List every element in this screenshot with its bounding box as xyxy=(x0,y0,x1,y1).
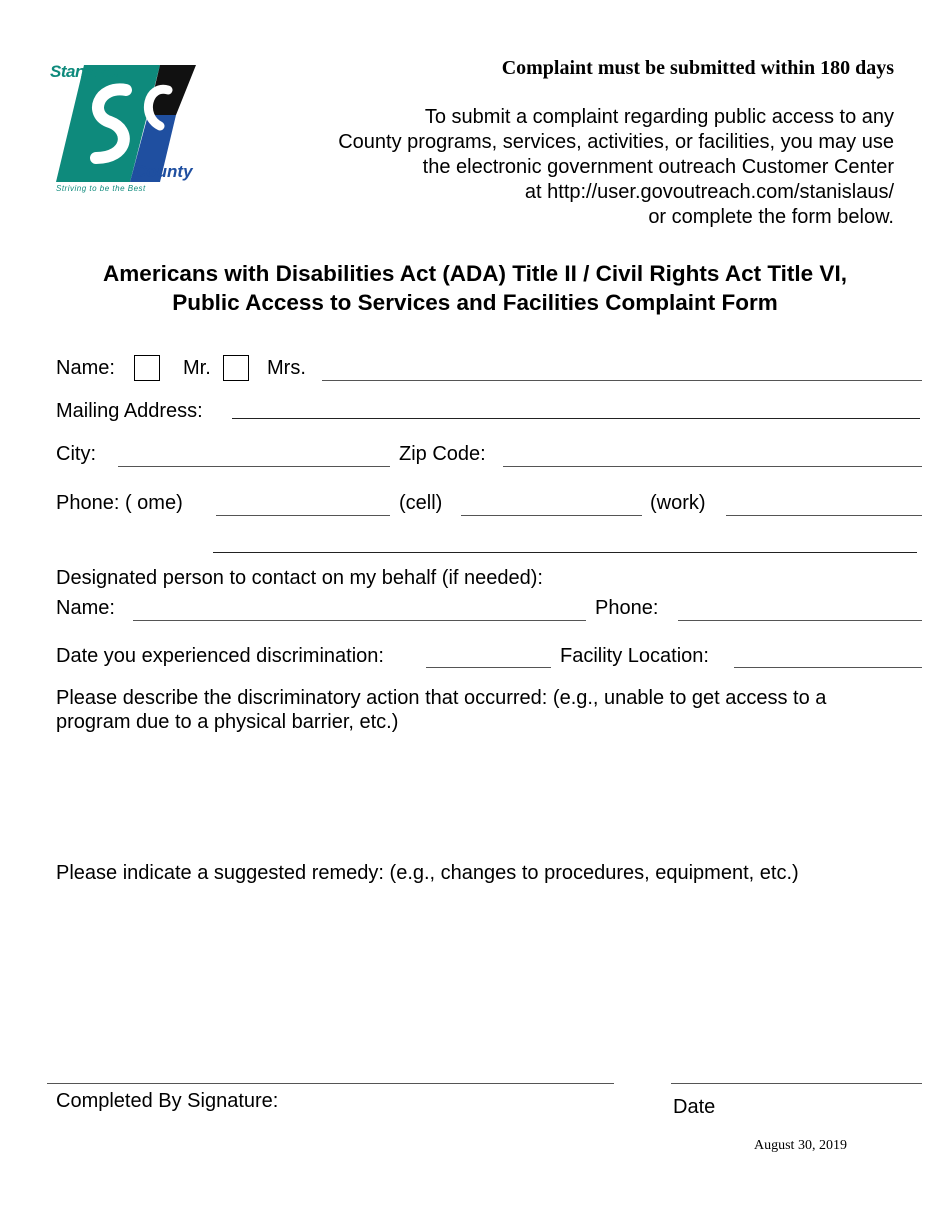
mailing-address-field[interactable] xyxy=(232,418,920,419)
city-field[interactable] xyxy=(118,466,390,467)
logo-tagline: Striving to be the Best xyxy=(56,184,146,193)
intro-line: or complete the form below. xyxy=(648,206,894,228)
facility-location-field[interactable] xyxy=(734,667,922,668)
mailing-address-label: Mailing Address: xyxy=(56,400,203,422)
contact-name-field[interactable] xyxy=(133,620,586,621)
mrs-checkbox[interactable] xyxy=(223,355,249,381)
intro-line: the electronic government outreach Customer Center xyxy=(422,156,894,178)
suggested-remedy-area[interactable] xyxy=(56,892,922,1062)
contact-name-label: Name: xyxy=(56,597,115,619)
cell-phone-field[interactable] xyxy=(461,515,642,516)
revision-date: August 30, 2019 xyxy=(754,1138,847,1153)
mr-label: Mr. xyxy=(183,357,211,379)
county-logo xyxy=(48,60,203,200)
intro-line: County programs, services, activities, or facilities, you may use xyxy=(338,131,894,153)
facility-location-label: Facility Location: xyxy=(560,645,709,667)
logo-top-text: Stanislaus xyxy=(50,62,131,81)
contact-phone-label: Phone: xyxy=(595,597,659,619)
zip-code-label: Zip Code: xyxy=(399,443,486,465)
form-title-line: Public Access to Services and Facilities Complaint Form xyxy=(172,290,778,315)
describe-action-prompt-cont: program due to a physical barrier, etc.) xyxy=(56,711,399,733)
mr-checkbox[interactable] xyxy=(134,355,160,381)
deadline-notice: Complaint must be submitted within 180 days xyxy=(501,57,894,79)
describe-action-prompt: Please describe the discriminatory action that occurred: (e.g., unable to get access to a xyxy=(56,687,827,709)
city-label: City: xyxy=(56,443,96,465)
date-label: Date xyxy=(673,1096,716,1118)
discrimination-date-field[interactable] xyxy=(426,667,551,668)
describe-action-area[interactable] xyxy=(56,740,922,850)
intro-line: at http://user.govoutreach.com/stanislaus/ xyxy=(524,181,894,203)
home-phone-label: Phone: ( ome) xyxy=(56,492,183,514)
intro-paragraph xyxy=(338,105,894,230)
signature-field[interactable] xyxy=(47,1083,614,1084)
name-field[interactable] xyxy=(322,380,922,381)
form-title xyxy=(0,259,950,317)
date-field[interactable] xyxy=(671,1083,922,1084)
name-label: Name: xyxy=(56,357,115,379)
zip-code-field[interactable] xyxy=(503,466,922,467)
mrs-label: Mrs. xyxy=(267,357,306,379)
work-phone-label: (work) xyxy=(650,492,706,514)
logo-bottom-text: County xyxy=(134,162,193,181)
signature-label: Completed By Signature: xyxy=(56,1090,279,1112)
home-phone-field[interactable] xyxy=(216,515,390,516)
suggested-remedy-prompt: Please indicate a suggested remedy: (e.g., changes to procedures, equipment, etc.) xyxy=(56,862,799,884)
cell-phone-label: (cell) xyxy=(399,492,443,514)
work-phone-field[interactable] xyxy=(726,515,922,516)
additional-info-field[interactable] xyxy=(213,552,917,553)
form-title-line: Americans with Disabilities Act (ADA) Title II / Civil Rights Act Title VI, xyxy=(103,261,847,286)
discrimination-date-label: Date you experienced discrimination: xyxy=(56,645,384,667)
intro-line: To submit a complaint regarding public access to any xyxy=(424,106,894,128)
designated-contact-heading: Designated person to contact on my behalf (if needed): xyxy=(56,567,543,589)
contact-phone-field[interactable] xyxy=(678,620,922,621)
